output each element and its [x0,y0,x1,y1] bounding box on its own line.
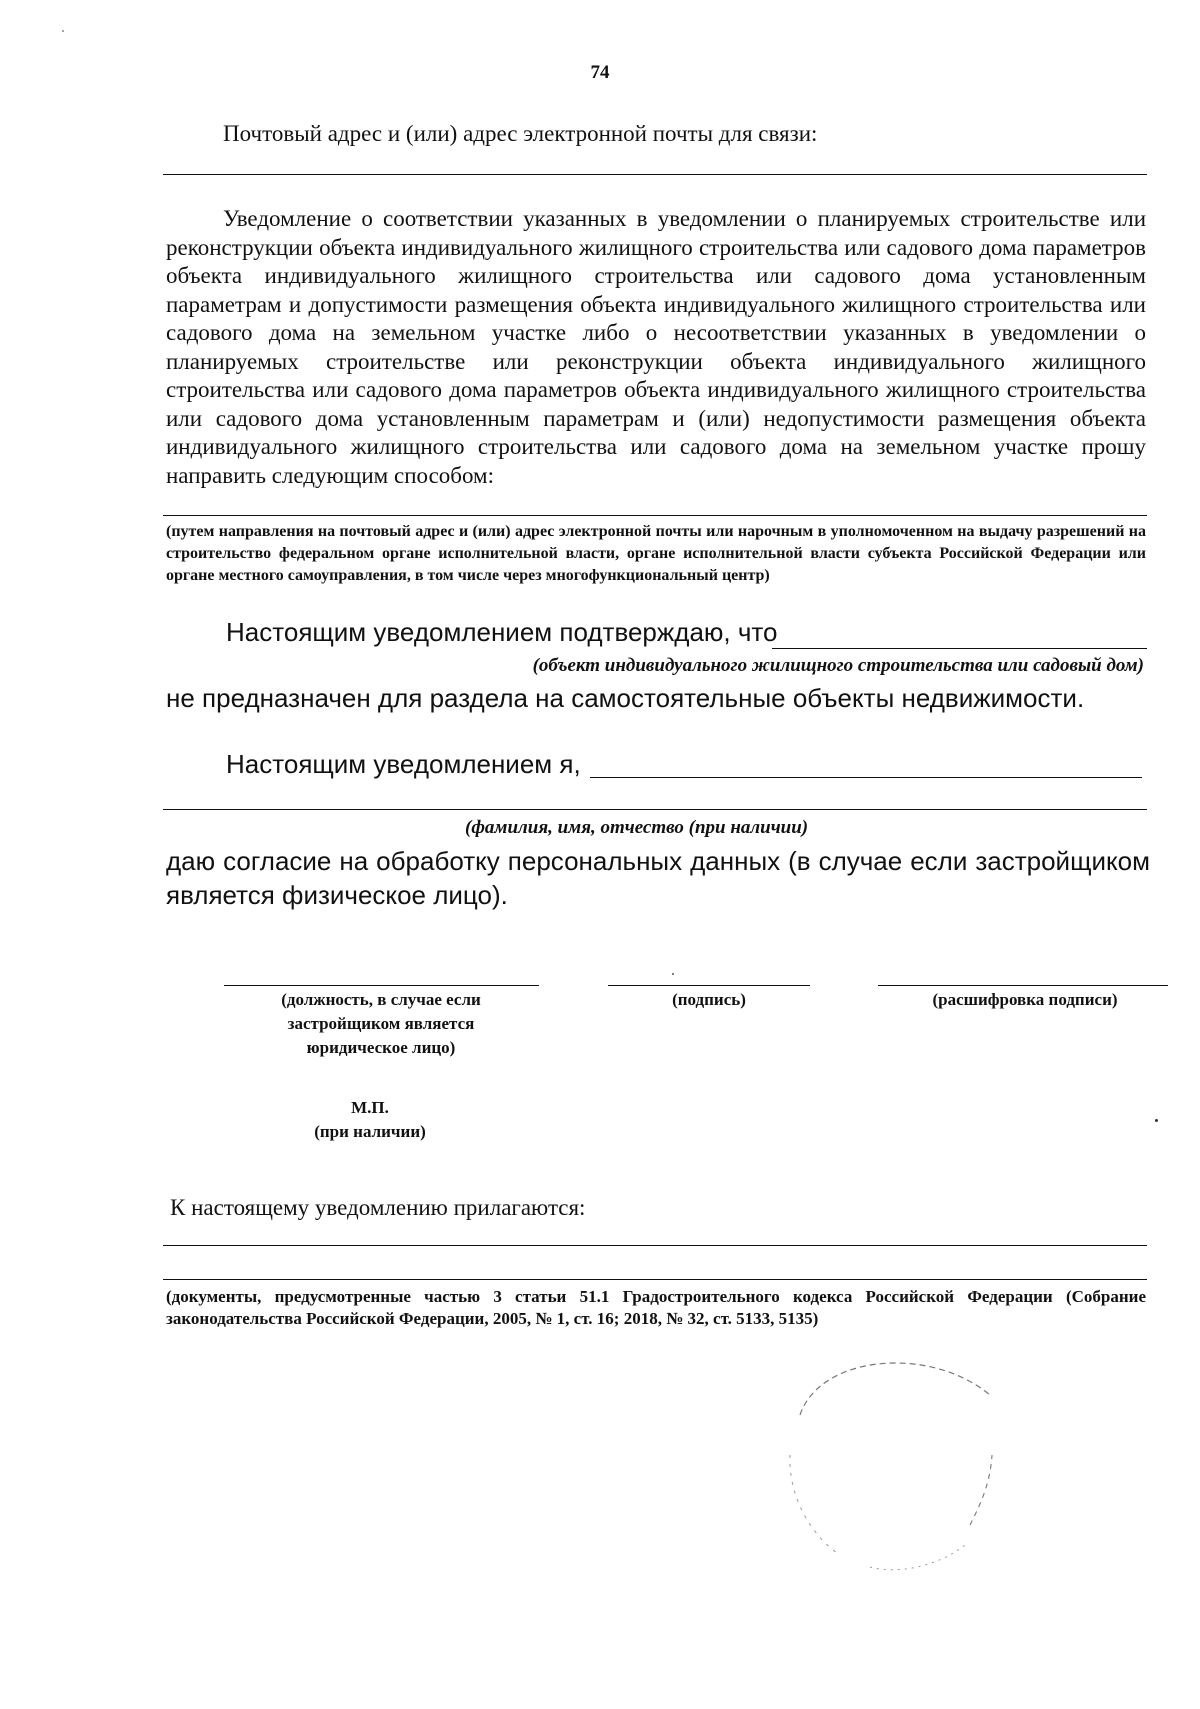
signature-decode-label: (расшифровка подписи) [932,990,1118,1009]
notification-paragraph-block [166,205,1146,490]
confirm-object-hint: (объект индивидуального жилищного строительства или садовый дом) [532,655,1144,676]
signature-position-line[interactable] [224,985,539,986]
consent-name-line-1[interactable] [590,777,1142,778]
delivery-method-hint: (путем направления на почтовый адрес и (или) адрес электронной почты или нарочным в уполномоченном на выдачу разрешений на строительство федеральном органе исполнительной власти, органе исполнительной власти субъекта Российской Федерации или органе местного самоуправления, в том числе через многофункциональный центр) [166,523,1146,584]
page-number: 74 [590,62,610,83]
scan-speck [62,30,64,32]
attachments-line-1[interactable] [163,1245,1147,1246]
signature-decode-line[interactable] [878,985,1168,986]
attachments-label: К настоящему уведомлению прилагаются: [170,1195,586,1220]
notification-paragraph: Уведомление о соответствии указанных в уведомлении о планируемых строительстве или реконструкции объекта индивидуального жилищного строительства или садового дома параметров объекта индивидуального жилищного строительства или садового дома установленным параметрам и допустимости размещения объекта индивидуального жилищного строительства или садового дома на земельном участке либо о несоответствии указанных в уведомлении о планируемых строительстве или реконструкции объекта индивидуального жилищного строительства или садового дома параметров объекта индивидуального жилищного строительства или садового дома установленным параметрам и (или) недопустимости размещения объекта индивидуального жилищного строительства или садового дома на земельном участке прошу направить следующим способом: [166,206,1146,488]
stamp-seal-mark [780,1335,1010,1585]
consent-lead: Настоящим уведомлением я, [226,749,581,779]
confirm-tail: не предназначен для раздела на самостоятельные объекты недвижимости. [166,683,1085,713]
confirm-object-line[interactable] [772,648,1147,649]
confirm-lead: Настоящим уведомлением подтверждаю, что [226,617,778,647]
delivery-method-line[interactable] [163,515,1147,516]
contact-address-line[interactable] [163,174,1147,175]
consent-name-line-2[interactable] [163,809,1147,810]
attachments-line-2[interactable] [163,1279,1147,1280]
signature-sign-line[interactable] [608,985,810,986]
scan-speck [672,973,674,975]
consent-name-hint: (фамилия, имя, отчество (при наличии) [465,817,809,838]
signature-position-label: (должность, в случае если застройщиком является юридическое лицо) [281,990,481,1057]
seal-hint: (при наличии) [314,1122,426,1141]
signature-sign-label: (подпись) [672,990,746,1009]
scan-speck [1155,1119,1158,1122]
seal-label: М.П. [351,1098,389,1117]
consent-tail: даю согласие на обработку персональных данных (в случае если застройщиком является физическое лицо). [166,846,1150,910]
contact-address-label: Почтовый адрес и (или) адрес электронной почты для связи: [223,121,818,146]
attachments-hint: (документы, предусмотренные частью 3 статьи 51.1 Градостроительного кодекса Российской Федерации (Собрание законодательства Российской Федерации, 2005, № 1, ст. 16; 2018, № 32, ст. 5133, 5135) [166,1287,1146,1328]
